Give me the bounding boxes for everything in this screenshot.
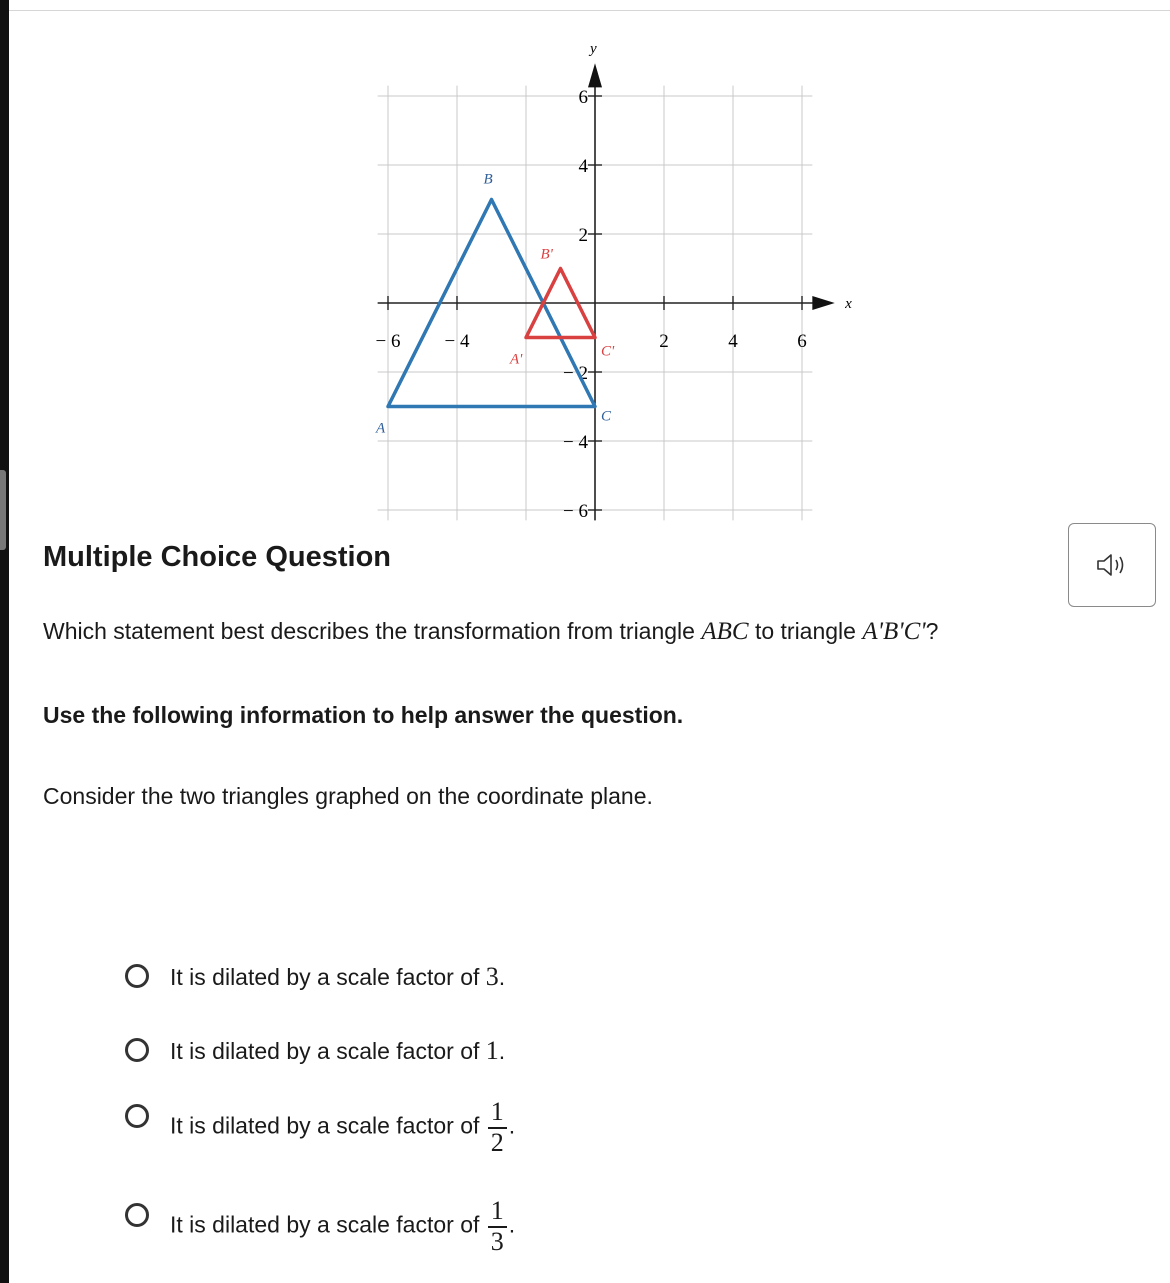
radio-button[interactable] bbox=[125, 964, 149, 988]
y-tick-label: 6 bbox=[578, 87, 588, 108]
choice-value: 3 bbox=[485, 962, 499, 991]
choice-suffix: . bbox=[498, 1038, 506, 1064]
y-tick-label: 4 bbox=[578, 156, 588, 177]
x-tick-label: − 6 bbox=[375, 331, 401, 352]
question-prompt bbox=[43, 618, 938, 646]
window-edge bbox=[0, 0, 9, 1283]
choice-text: It is dilated by a scale factor of bbox=[170, 1112, 486, 1139]
vertex-label: C' bbox=[601, 343, 615, 360]
choice-text: It is dilated by a scale factor of bbox=[170, 1211, 486, 1238]
choice-suffix: . bbox=[508, 1112, 516, 1139]
vertex-label: A bbox=[376, 420, 386, 437]
fraction-numerator: 1 bbox=[488, 1098, 507, 1129]
vertex-label: B' bbox=[540, 246, 553, 263]
y-tick-label: − 6 bbox=[563, 501, 588, 522]
coordinate-plane bbox=[355, 38, 852, 528]
prompt-text-middle: to triangle bbox=[748, 618, 863, 644]
fraction-denominator: 2 bbox=[490, 1127, 504, 1157]
info-heading: Use the following information to help answer the question. bbox=[43, 702, 684, 728]
choice-suffix: . bbox=[508, 1211, 516, 1238]
x-tick-label: 6 bbox=[797, 331, 807, 352]
vertex-label: B bbox=[483, 171, 493, 188]
fraction-denominator: 3 bbox=[490, 1226, 504, 1256]
section-title: Multiple Choice Question bbox=[43, 541, 392, 573]
y-axis-label: y bbox=[590, 40, 597, 57]
radio-button[interactable] bbox=[125, 1203, 149, 1227]
vertex-label: C bbox=[601, 408, 612, 425]
y-axis-arrow bbox=[588, 63, 602, 87]
radio-button[interactable] bbox=[125, 1038, 149, 1062]
choice-value: 1 bbox=[485, 1036, 499, 1065]
x-tick-label: 2 bbox=[659, 331, 669, 352]
fraction bbox=[488, 1197, 507, 1256]
y-tick-label: − 2 bbox=[563, 363, 588, 384]
x-axis-arrow bbox=[812, 296, 834, 310]
speaker-icon bbox=[1095, 552, 1129, 578]
y-tick-label: 2 bbox=[578, 225, 588, 246]
y-tick-label: − 4 bbox=[563, 432, 588, 453]
x-axis-label: x bbox=[845, 296, 852, 312]
triangles bbox=[375, 172, 615, 437]
audio-button[interactable] bbox=[1068, 523, 1156, 607]
radio-button[interactable] bbox=[125, 1104, 149, 1128]
prompt-triangle-abc: ABC bbox=[701, 618, 749, 645]
x-tick-label: − 4 bbox=[444, 331, 470, 352]
choice-text: It is dilated by a scale factor of bbox=[170, 1038, 486, 1064]
choice-suffix: . bbox=[498, 964, 506, 990]
prompt-triangle-a1b1c1: A'B'C' bbox=[862, 618, 926, 645]
x-tick-label: 4 bbox=[728, 331, 738, 352]
context-text: Consider the two triangles graphed on the coordinate plane. bbox=[43, 783, 653, 809]
fraction bbox=[488, 1098, 507, 1157]
choice-text: It is dilated by a scale factor of bbox=[170, 964, 486, 990]
vertex-label: A' bbox=[510, 351, 523, 368]
top-divider bbox=[9, 10, 1170, 11]
axes bbox=[375, 40, 852, 520]
prompt-text-end: ? bbox=[925, 618, 939, 644]
prompt-text-start: Which statement best describes the transformation from triangle bbox=[43, 618, 702, 644]
fraction-numerator: 1 bbox=[488, 1197, 507, 1228]
scroll-handle[interactable] bbox=[0, 470, 6, 550]
